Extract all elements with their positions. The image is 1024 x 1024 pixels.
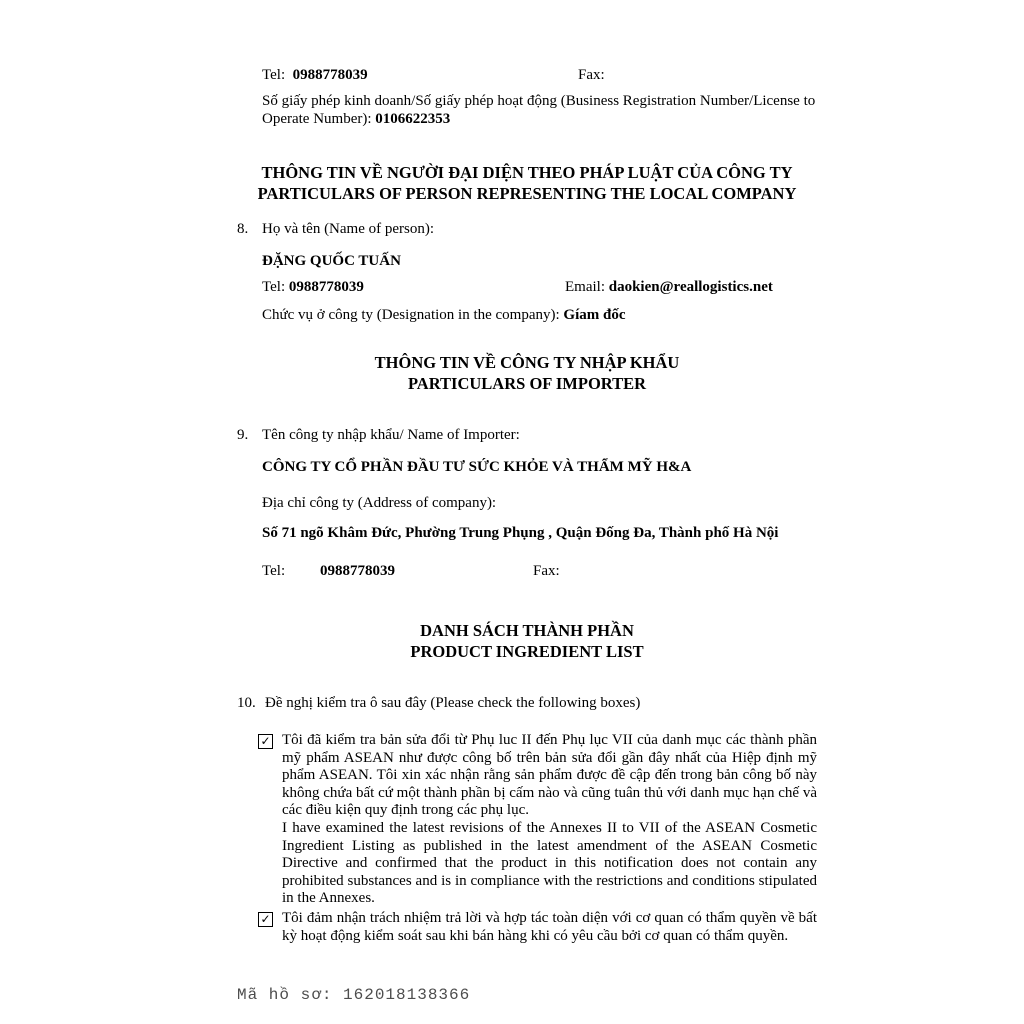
section-importer-title: [237, 352, 817, 394]
importer-address-value: Số 71 ngõ Khâm Đức, Phường Trung Phụng , Quận Đống Đa, Thành phố Hà Nội: [262, 525, 779, 541]
person-email: [565, 278, 773, 296]
importer-tel-label: Tel:: [262, 563, 286, 579]
license-number: 0106622353: [375, 111, 451, 127]
dossier-code: Mã hồ sơ: 162018138366: [237, 986, 471, 1005]
license-paragraph: [262, 92, 817, 128]
importer-tel-value: 0988778039: [320, 563, 395, 579]
importer-address-label: Địa chỉ công ty (Address of company):: [262, 495, 497, 511]
person-tel: [262, 279, 364, 295]
section-importer-title-en: PARTICULARS OF IMPORTER: [407, 374, 647, 393]
item-10-row: [237, 694, 817, 712]
item-8-number: 8.: [237, 221, 249, 237]
section-ingredients-title-en: PRODUCT INGREDIENT LIST: [410, 642, 644, 661]
importer-tel-fax-row: [237, 562, 817, 580]
designation-value: Gíam đốc: [563, 307, 626, 323]
declaration-1-english: I have examined the latest revisions of the Annexes II to VII of the ASEAN Cosmetic Ingredient Listing as published in the latest amendment of the ASEAN Cosmetic Directive and confirmed that the product in this notification does not contain any prohibited substances and is in compliance with the restrictions and conditions stipulated in the Annexes.: [282, 819, 817, 907]
person-name-label: Họ và tên (Name of person):: [262, 221, 435, 237]
header-tel: [262, 67, 368, 83]
section-ingredients-title: [237, 620, 817, 662]
item-10-number: 10.: [237, 695, 256, 711]
section-importer-title-vi: THÔNG TIN VỀ CÔNG TY NHẬP KHẨU: [374, 353, 680, 372]
header-tel-fax-row: [237, 66, 817, 84]
item-9-row: [237, 426, 817, 444]
item-9-number: 9.: [237, 427, 249, 443]
person-tel-email-row: [237, 278, 817, 296]
designation-row: [262, 306, 817, 324]
declaration-item-1: [258, 732, 817, 908]
declaration-2-vietnamese: Tôi đảm nhận trách nhiệm trả lời và hợp tác toàn diện với cơ quan có thẩm quyền về bất kỳ hoạt động kiểm soát sau khi bán hàng khi có yêu cầu bởi cơ quan có thẩm quyền.: [282, 909, 817, 944]
declaration-1-vietnamese: Tôi đã kiểm tra bản sửa đổi từ Phụ luc II đến Phụ lục VII của danh mục các thành phần mỹ phẩm ASEAN như được công bố trên bản sửa đổi gần đây nhất của Hiệp định mỹ phẩm ASEAN. Tôi xin xác nhận rằng sản phẩm được đề cập đến trong bản công bố này không chứa bất cứ một thành phần bị cấm nào và cũng tuân thủ với danh mục hạn chế và các điều kiện quy định trong các phụ lục.: [282, 732, 817, 819]
document-content: [237, 0, 817, 1005]
importer-name-value: CÔNG TY CỔ PHẦN ĐẦU TƯ SỨC KHỎE VÀ THẨM MỸ H&A: [262, 459, 692, 475]
checkbox-intro-label: Đề nghị kiểm tra ô sau đây (Please check the following boxes): [265, 695, 641, 711]
fax-label: Fax:: [578, 67, 605, 83]
item-8-row: [237, 220, 817, 238]
section-representative-title-vi: THÔNG TIN VỀ NGƯỜI ĐẠI DIỆN THEO PHÁP LUẬT CỦA CÔNG TY: [261, 163, 793, 182]
checkbox-checked-icon: ✓: [258, 734, 273, 749]
importer-name-label: Tên công ty nhập khẩu/ Name of Importer:: [262, 427, 520, 443]
declaration-1-text: [282, 732, 817, 908]
section-representative-title-en: PARTICULARS OF PERSON REPRESENTING THE LOCAL COMPANY: [257, 184, 797, 203]
person-email-label: Email:: [565, 279, 605, 295]
section-ingredients-title-vi: DANH SÁCH THÀNH PHẦN: [420, 621, 634, 640]
person-tel-value: 0988778039: [288, 279, 364, 295]
section-representative-title: [237, 162, 817, 204]
designation-label: Chức vụ ở công ty (Designation in the company):: [262, 307, 564, 323]
person-name-value: ĐẶNG QUỐC TUẤN: [262, 253, 401, 269]
importer-fax-label: Fax:: [533, 563, 560, 579]
tel-label: Tel:: [262, 67, 286, 83]
checkbox-checked-icon: ✓: [258, 912, 273, 927]
declaration-2-text: [282, 910, 817, 945]
person-tel-label: Tel:: [262, 279, 286, 295]
tel-value: 0988778039: [292, 67, 368, 83]
license-label: Số giấy phép kinh doanh/Số giấy phép hoạt động (Business Registration Number/License to Operate Number):: [262, 93, 816, 127]
person-email-value: daokien@reallogistics.net: [608, 279, 773, 295]
declaration-item-2: [258, 910, 817, 945]
